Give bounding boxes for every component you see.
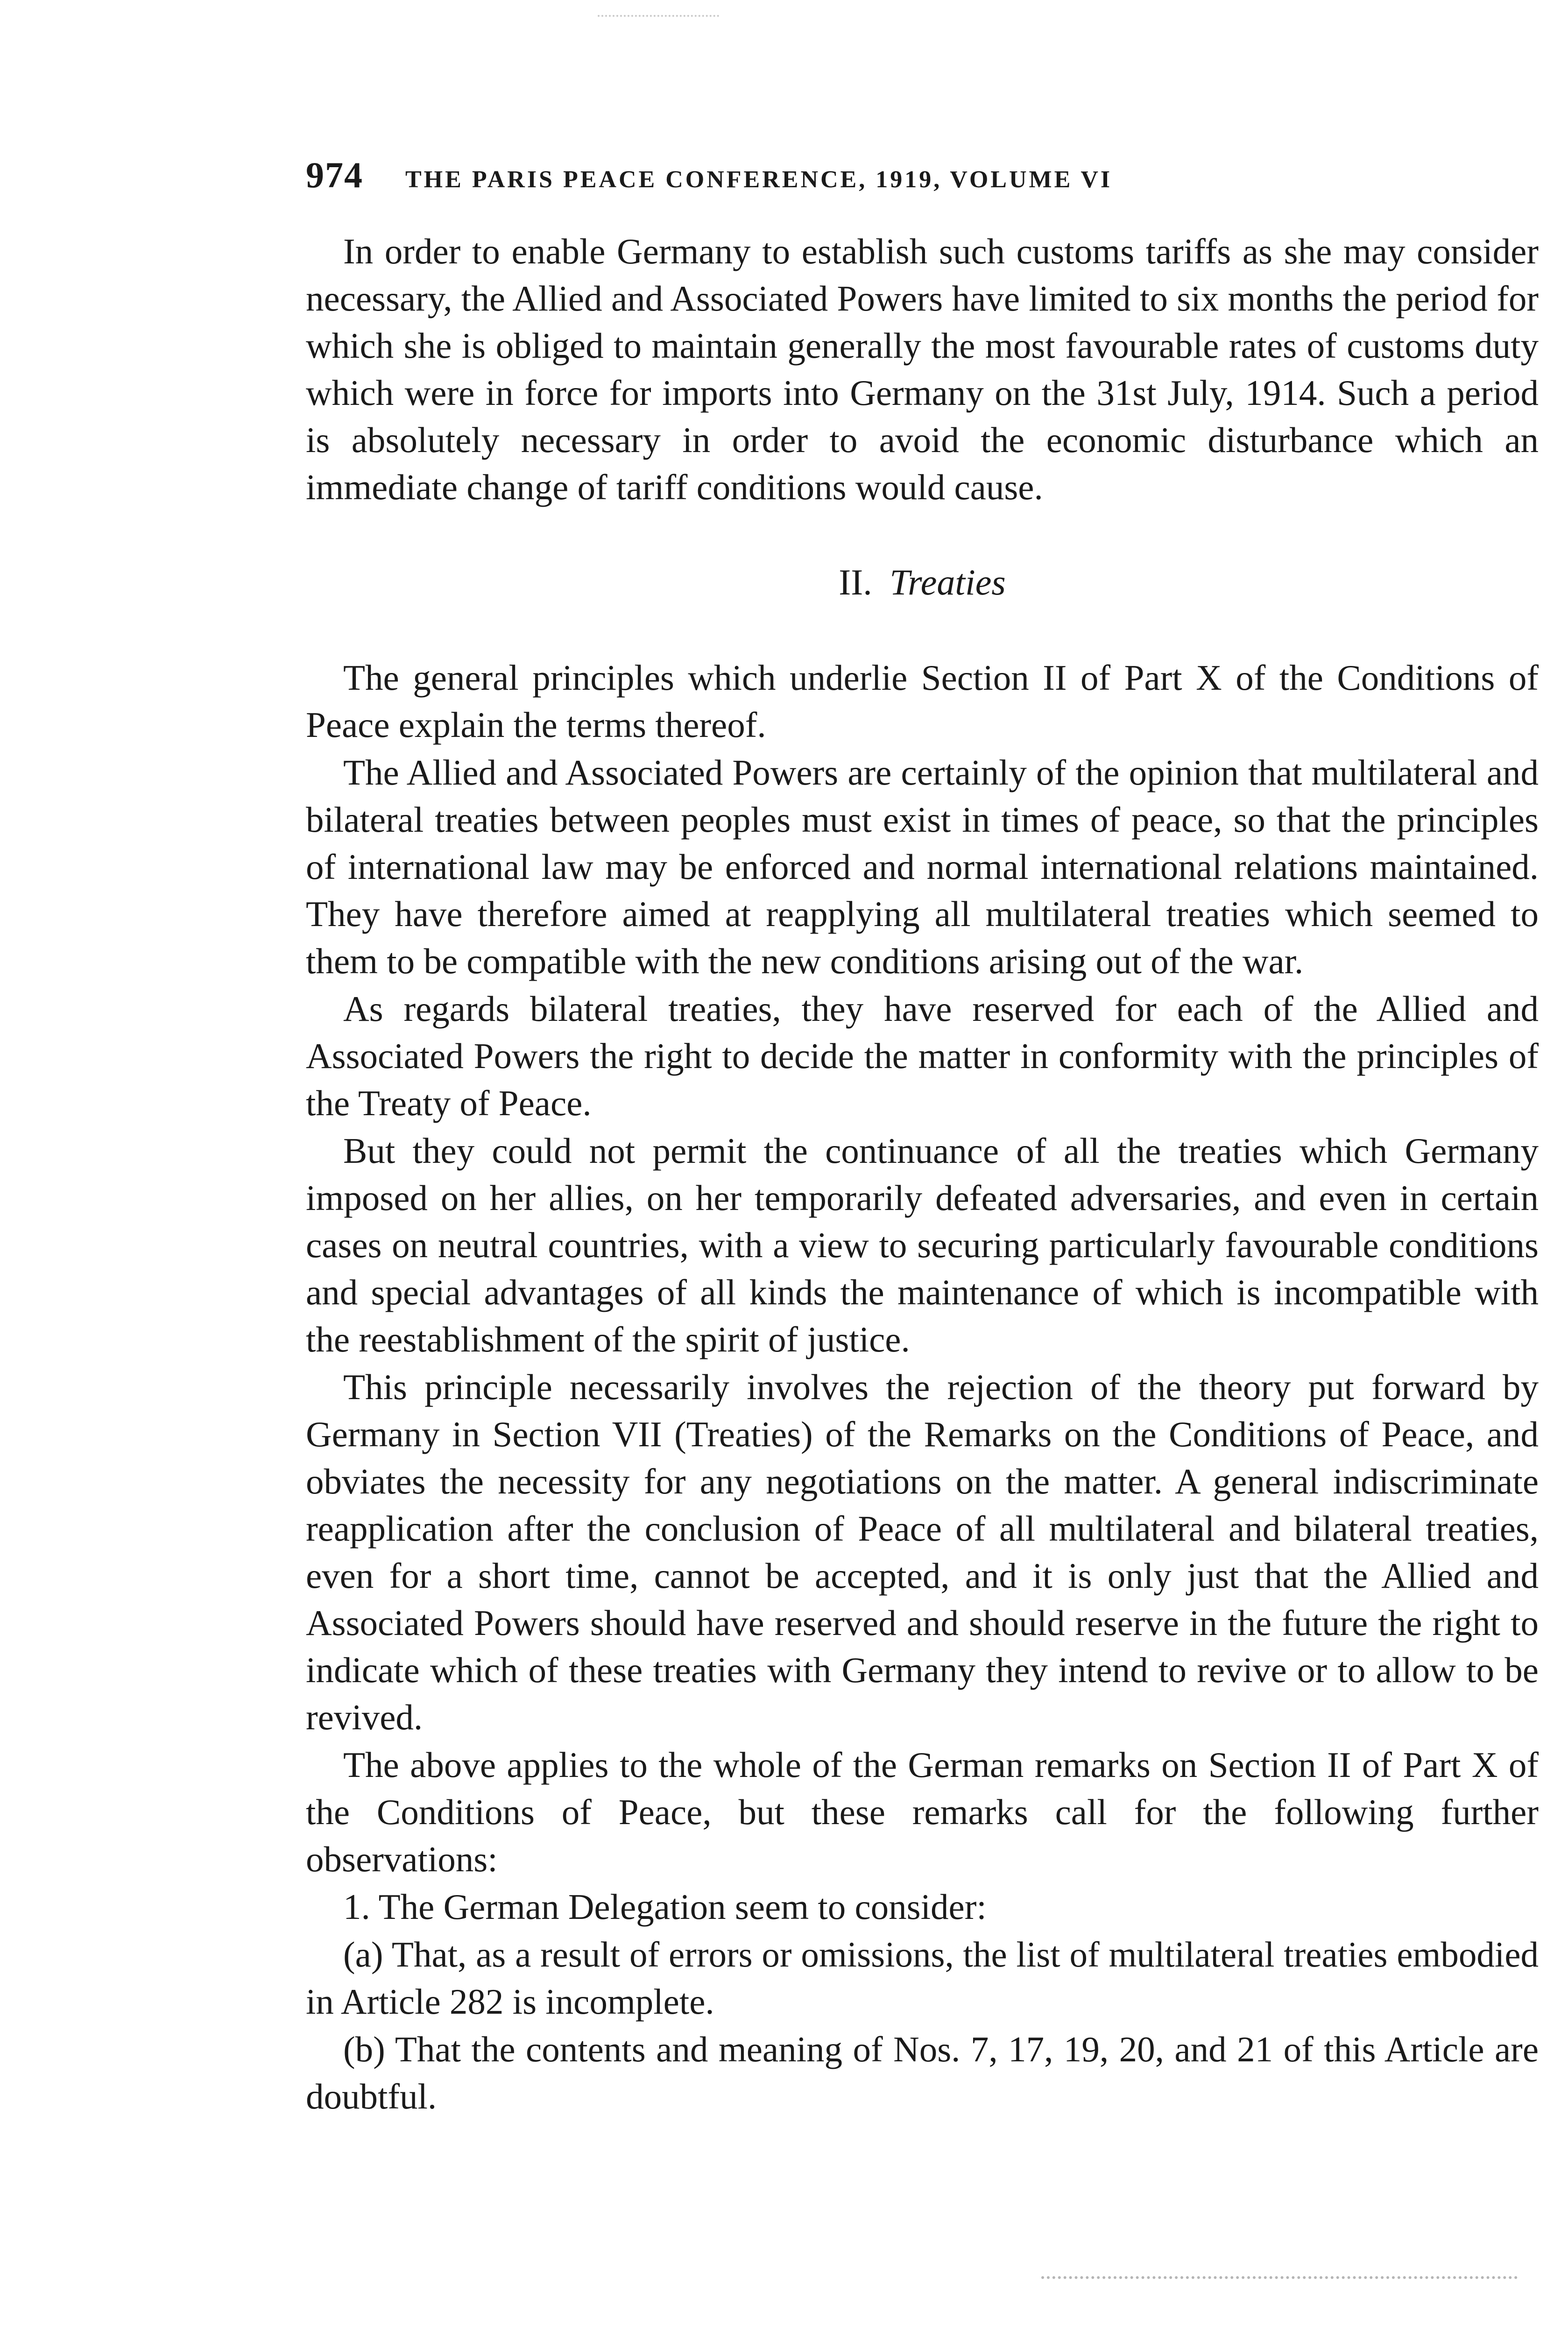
- scan-artifact: [598, 11, 719, 17]
- scan-dots-artifact: [1041, 2270, 1518, 2279]
- paragraph-general-principles: The general principles which underlie Section II of Part X of the Conditions of Peace explain the terms thereof.: [306, 658, 1539, 745]
- paragraph-further-observations: The above applies to the whole of the German remarks on Section II of Part X of the Conditions of Peace, but these remarks call for the following further observations:: [306, 1745, 1539, 1879]
- paragraph-item-a: (a) That, as a result of errors or omissions, the list of multilateral treaties embodied in Article 282 is incomplete.: [306, 1934, 1539, 2022]
- paragraph-principle-rejection: This principle necessarily involves the rejection of the theory put forward by Germany in Section VII (Treaties) of the Remarks on the Conditions of Peace, and obviates the necessity for any negotiations on the matter. A general indiscriminate reapplication after the conclusion of Peace of all multilateral and bilateral treaties, even for a short time, cannot be accepted, and it is only just that the Allied and Associated Powers should have reserved and should reserve in the future the right to indicate which of these treaties with Germany they intend to revive or to allow to be revived.: [306, 1367, 1539, 1737]
- paragraph-continuance: But they could not permit the continuance of all the treaties which Germany imposed on her allies, on her temporarily defeated adversaries, and even in certain cases on neutral countries, with a view to securing particularly favourable conditions and special advantages of all kinds the maintenance of which is incompatible with the reestablishment of the spirit of justice.: [306, 1131, 1539, 1359]
- section-heading: [306, 559, 1539, 606]
- page-number: 974: [306, 155, 363, 195]
- page-header: [306, 154, 1539, 205]
- section-title: Treaties: [890, 562, 1006, 602]
- paragraph-bilateral-treaties: As regards bilateral treaties, they have reserved for each of the Allied and Associated Powers the right to decide the matter in conformity with the principles of the Treaty of Peace.: [306, 989, 1539, 1123]
- paragraph-item-1: 1. The German Delegation seem to consider:: [343, 1887, 987, 1927]
- paragraph-item-b: (b) That the contents and meaning of Nos. 7, 17, 19, 20, and 21 of this Article are doubtful.: [306, 2029, 1539, 2116]
- document-page: [306, 154, 1539, 2121]
- section-number: II.: [839, 562, 872, 602]
- paragraph-customs-tariffs: In order to enable Germany to establish such customs tariffs as she may consider necessary, the Allied and Associated Powers have limited to six months the period for which she is obliged to maintain generally the most favourable rates of customs duty which were in force for imports into Germany on the 31st July, 1914. Such a period is absolutely necessary in order to avoid the economic disturbance which an immediate change of tariff conditions would cause.: [306, 231, 1539, 507]
- paragraph-multilateral-treaties: The Allied and Associated Powers are certainly of the opinion that multilateral and bilateral treaties between peoples must exist in times of peace, so that the principles of international law may be enforced and normal international relations maintained. They have therefore aimed at reapplying all multilateral treaties which seemed to them to be compatible with the new conditions arising out of the war.: [306, 752, 1539, 981]
- running-head: THE PARIS PEACE CONFERENCE, 1919, VOLUME VI: [405, 166, 1113, 193]
